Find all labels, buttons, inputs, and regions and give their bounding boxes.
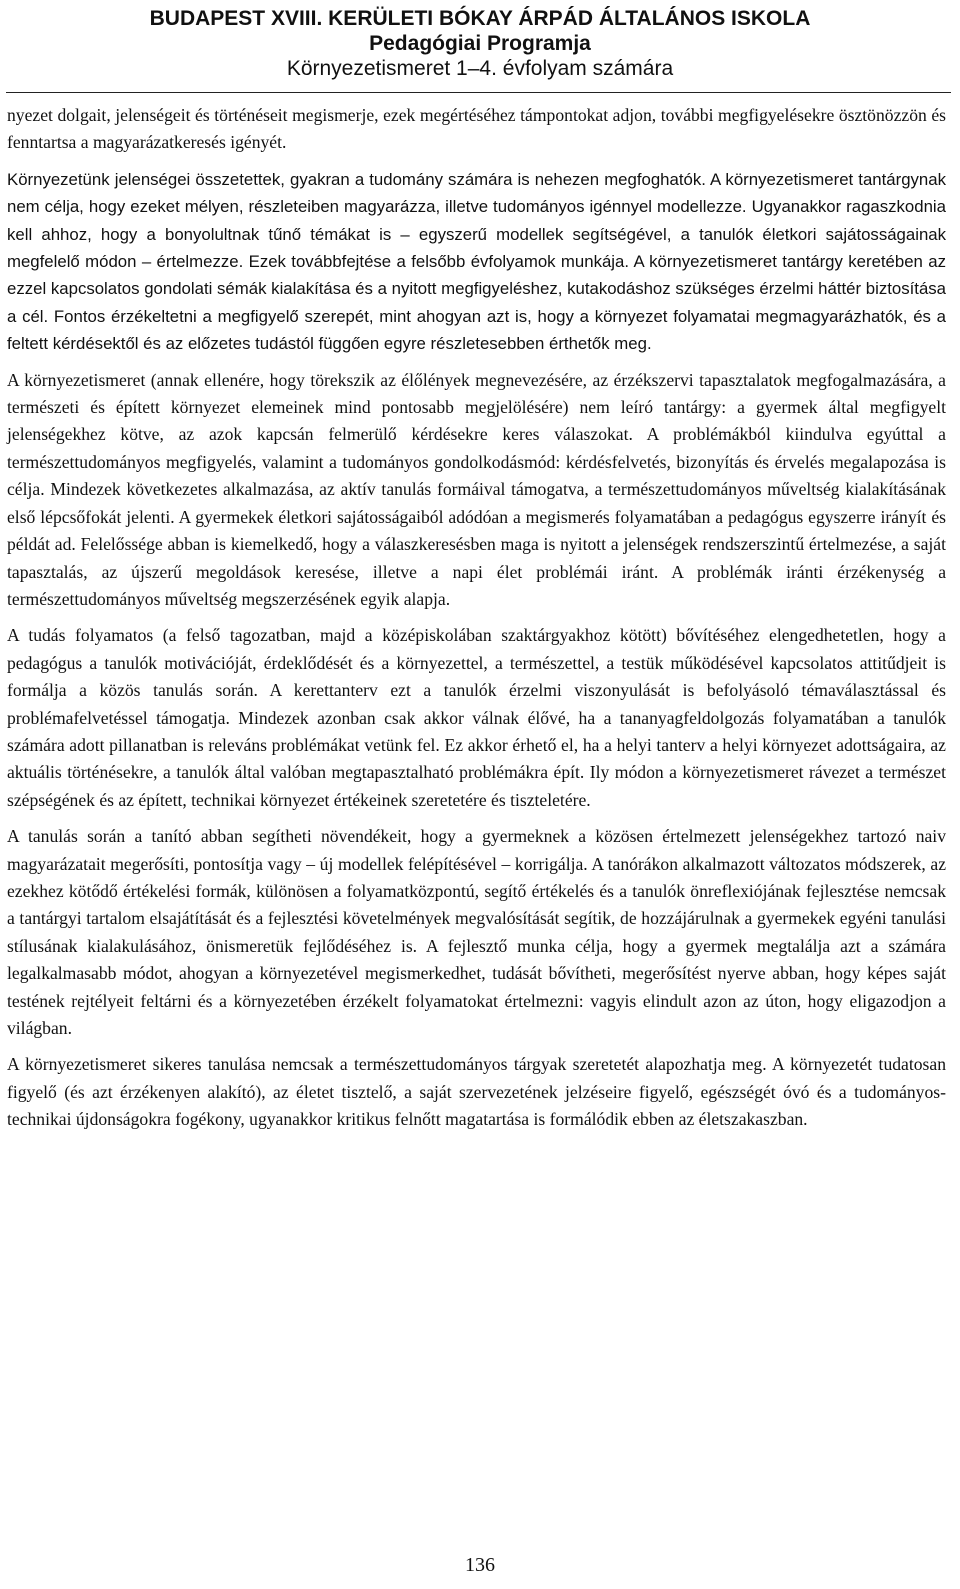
paragraph-4: A tudás folyamatos (a felső tagozatban, majd a középiskolában szaktárgyakhoz kötött) bővítéséhez elengedhetetlen, hogy a pedagógus a tanulók motivációját, érdeklődését és a környezettel, a természettel, a testük működésével kapcsolatos attitűdjeit is formálja a közös tanulás során. A kerettanterv ezt a tanulók érzelmi viszonyulását is befolyásoló témaválasztással és problémafelvetéssel támogatja. Mindezek azonban csak akkor válnak élővé, ha a tananyagfeldolgozás folyamatában a tanulók számára adott pillanatban is releváns problémákat vetünk fel. Ez akkor érhető el, ha a helyi tanterv a helyi környezet adottságaira, az aktuális történésekre, a tanulók által valóban megtapasztalható problémákra épít. Ily módon a környezetismeret rávezet a természet szépségének és az épített, technikai környezet értékeinek szeretetére és tiszteletére. (7, 625, 946, 810)
body-text (7, 102, 946, 1143)
paragraph-3: A környezetismeret (annak ellenére, hogy törekszik az élőlények megnevezésére, az érzékszervi tapasztalatok megfogalmazására, a természeti és épített környezet elemeinek mind pontosabb megjelölésére) nem leíró tantárgy: a gyermek által megfigyelt jelenségekhez kötve, az azok kapcsán felmerülő kérdésekre keres válaszokat. A problémákból kiindulva egyúttal a természettudományos megfigyelés, valamint a tudományos gondolkodásmód: kérdésfelvetés, bizonyítás és érvelés megalapozása is célja. Mindezek következetes alkalmazása, az aktív tanulás formáival támogatva, a természettudományos műveltség kialakításának első lépcsőfokát jelenti. A gyermekek életkori sajátosságaiból adódóan a megismerés folyamatában a pedagógus egyszerre irányít és példát ad. Felelőssége abban is kiemelkedő, hogy a válaszkeresésben maga is nyitott a jelenségek rendszerszintű értelmezése, a saját tapasztalás, az újszerű megoldások keresése, illetve a napi élet problémái iránt. A problémák iránti érzékenység a természettudományos műveltség megszerzésének egyik alapja. (7, 369, 946, 609)
school-name: BUDAPEST XVIII. KERÜLETI BÓKAY ÁRPÁD ÁLTALÁNOS ISKOLA (149, 7, 811, 30)
paragraph-2: Környezetünk jelenségei összetettek, gyakran a tudomány számára is nehezen megfoghatók. A környezetismeret tantárgynak nem célja, hogy ezeket mélyen, részleteiben magyarázza, illetve tudományos igénnyel modellezze. Ugyanakkor ragaszkodnia kell ahhoz, hogy a bonyolultnak tűnő témákat is – egyszerű modellek segítségével, a tanulók életkori sajátosságainak megfelelő módon – értelmezze. Ezek továbbfejtése a felsőbb évfolyamok munkája. A környezetismeret tantárgy keretében az ezzel kapcsolatos gondolati sémák kialakítása és a nyitott megfigyeléshez, kutakodáshoz szükséges érzelmi háttér biztosítása a cél. Fontos érzékeltetni a megfigyelő szerepét, mint ahogyan azt is, hogy a környezet folyamatai megmagyarázhatók, és a feltett kérdésektől és az előzetes tudástól függően egyre részletesebben érthetők meg. (7, 169, 946, 354)
paragraph-6: A környezetismeret sikeres tanulása nemcsak a természettudományos tárgyak szeretetét alapozhatja meg. A környezetét tudatosan figyelő (és azt érzékenyen alakító), az életet tisztelő, a saját szervezetének jelzéseire figyelő, egészségét óvó és a tudományos-technikai újdonságokra fogékony, ugyanakkor kritikus felnőtt magatartása is formálódik ebben az életszakaszban. (7, 1054, 946, 1130)
program-title: Pedagógiai Programja (369, 32, 591, 55)
page-number: 136 (465, 1554, 495, 1576)
page-header (0, 6, 960, 81)
header-divider (6, 92, 951, 93)
paragraph-5: A tanulás során a tanító abban segítheti növendékeit, hogy a gyermeknek a közösen értelmezett jelenségekhez tartozó naiv magyarázatait megerősíti, pontosítja vagy – új modellek felépítésével – korrigálja. A tanórákon alkalmazott változatos módszerek, az ezekhez kötődő értékelési formák, különösen a folyamatközpontú, segítő értékelés és a tanulók önreflexiójának fejlesztése nemcsak a tantárgyi tartalom elsajátítását és a fejlesztési követelmények megvalósítását segítik, de hozzájárulnak a gyermekek egyéni tanulási stílusának kialakulásához, önismeretük fejlődéséhez is. A fejlesztő munka célja, hogy a gyermek megtalálja azt a számára legalkalmasabb módot, ahogyan a környezetével megismerkedhet, tudását bővítheti, megerősítést nyerve abban, hogy képes saját testének rejtélyeit feltárni és a környezetében érzékelt folyamatokat értelmezni: vagyis elindult azon az úton, hogy eligazodjon a világban. (7, 826, 946, 1038)
paragraph-1: nyezet dolgait, jelenségeit és történéseit megismerje, ezek megértéséhez támpontokat adjon, további megfigyelésekre ösztönözzön és fenntartsa a magyarázatkeresés igényét. (7, 105, 946, 153)
subject-title: Környezetismeret 1–4. évfolyam számára (286, 57, 674, 80)
